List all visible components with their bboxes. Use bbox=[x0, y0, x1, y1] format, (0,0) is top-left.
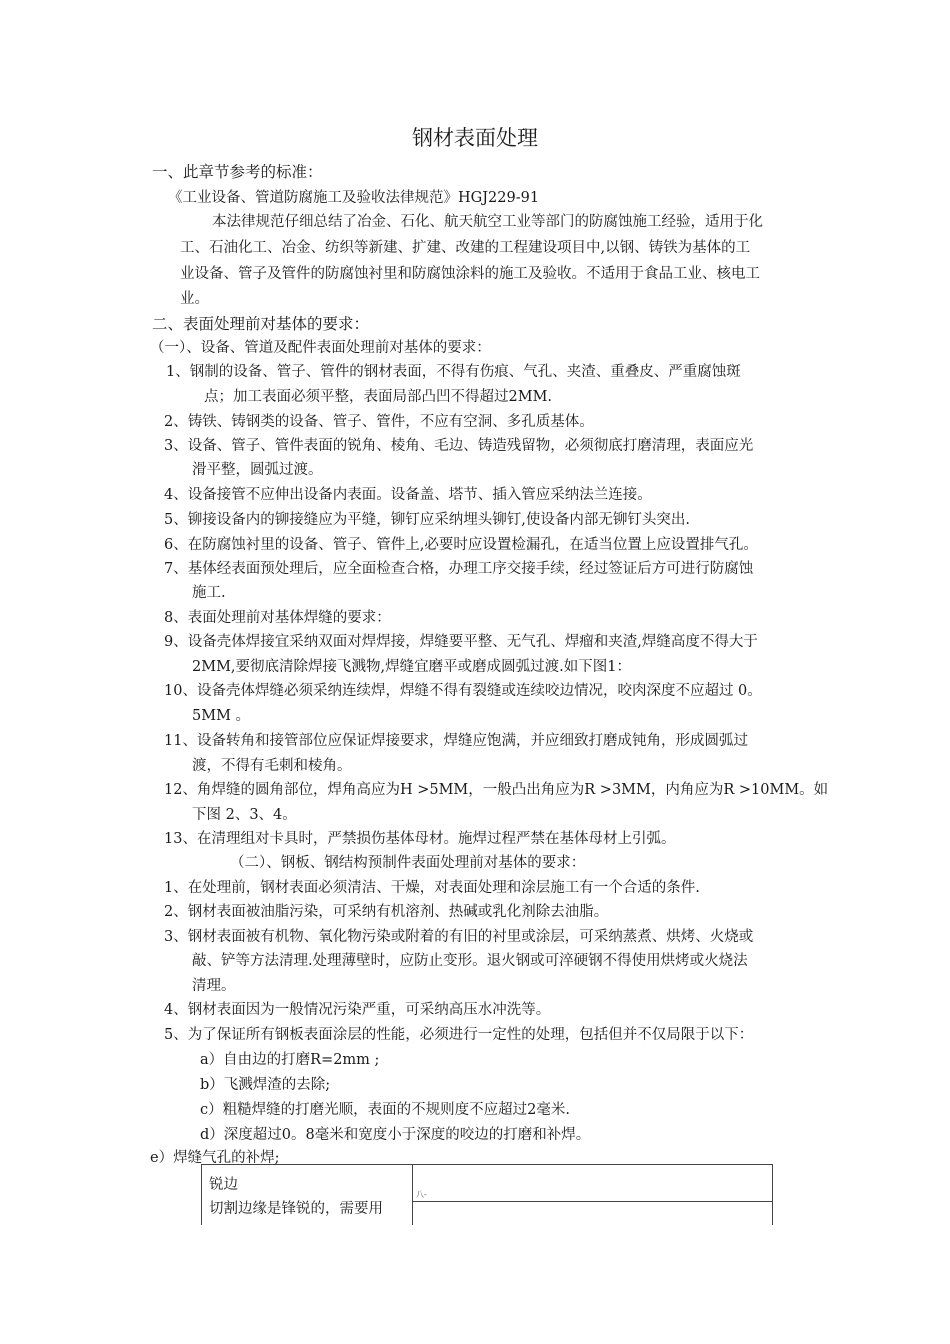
list-item: 9、设备壳体焊接宜采纳双面对焊焊接，焊缝要平整、无气孔、焊瘤和夹渣,焊缝高度不得大于 bbox=[164, 634, 758, 650]
list-item: 下图 2、3、4。 bbox=[192, 807, 297, 823]
list-subitem: e）焊缝气孔的补焊; bbox=[150, 1150, 280, 1166]
list-item: 4、设备接管不应伸出设备内表面。设备盖、塔节、插入管应采纳法兰连接。 bbox=[164, 487, 652, 503]
subsection-heading: （一）、设备、管道及配件表面处理前对基体的要求： bbox=[150, 340, 491, 356]
section-1-heading: 一、此章节参考的标准： bbox=[152, 163, 323, 181]
list-item: 2MM,要彻底清除焊接飞溅物,焊缝宜磨平或磨成圆弧过渡.如下图1： bbox=[192, 659, 631, 675]
list-item: 8、表面处理前对基体焊缝的要求： bbox=[164, 610, 391, 626]
list-subitem: c）粗糙焊缝的打磨光顺，表面的不规则度不应超过2毫米. bbox=[200, 1102, 570, 1118]
list-item: 清理。 bbox=[192, 978, 236, 994]
list-item: 12、角焊缝的圆角部位，焊角高应为H >5MM，一般凸出角应为R >3MM，内角应为R >10MM。如 bbox=[164, 782, 829, 798]
table-row-divider bbox=[412, 1201, 772, 1202]
list-item: 3、设备、管子、管件表面的锐角、棱角、毛边、铸造残留物，必须彻底打磨清理，表面应光 bbox=[164, 438, 754, 454]
list-subitem: b）飞溅焊渣的去除; bbox=[200, 1077, 331, 1093]
list-item: 敲、铲等方法清理.处理薄壁时，应防止变形。退火钢或可淬硬钢不得使用烘烤或火烧法 bbox=[192, 953, 748, 969]
list-item: 5MM 。 bbox=[192, 708, 251, 724]
list-subitem: a）自由边的打磨R=2mm ; bbox=[200, 1052, 380, 1068]
edge-treatment-table bbox=[201, 1164, 773, 1225]
list-item: 渡，不得有毛刺和棱角。 bbox=[192, 758, 352, 774]
table-cell-mark: 八- bbox=[416, 1190, 427, 1199]
list-item: 施工. bbox=[192, 585, 226, 601]
paragraph-line: 业设备、管子及管件的防腐蚀衬里和防腐蚀涂料的施工及验收。不适用于食品工业、核电工 bbox=[180, 266, 760, 282]
table-cell-title: 锐边 bbox=[209, 1177, 238, 1193]
list-item: 11、设备转角和接管部位应保证焊接要求，焊缝应饱满，并应细致打磨成钝角，形成圆弧过 bbox=[164, 733, 748, 749]
table-cell-text: 切割边缘是锋锐的，需要用 bbox=[209, 1201, 383, 1217]
list-subitem: d）深度超过0。8毫米和宽度小于深度的咬边的打磨和补焊。 bbox=[200, 1127, 591, 1143]
list-item: 1、在处理前，钢材表面必须清洁、干燥，对表面处理和涂层施工有一个合适的条件. bbox=[164, 880, 700, 896]
list-item: 3、钢材表面被有机物、氧化物污染或附着的有旧的衬里或涂层，可采纳蒸煮、烘烤、火烧或 bbox=[164, 929, 754, 945]
paragraph-line: 业。 bbox=[180, 291, 209, 307]
section-2-heading: 二、表面处理前对基体的要求： bbox=[152, 315, 370, 333]
list-item: 点；加工表面必须平整，表面局部凸凹不得超过2MM. bbox=[204, 389, 553, 405]
list-item: 6、在防腐蚀衬里的设备、管子、管件上,必要时应设置检漏孔，在适当位置上应设置排气孔。 bbox=[164, 537, 758, 553]
list-item: 2、铸铁、铸钢类的设备、管子、管件，不应有空洞、多孔质基体。 bbox=[164, 414, 594, 430]
reference-standard: 《工业设备、管道防腐施工及验收法律规范》HGJ229-91 bbox=[168, 190, 540, 206]
subsection-heading: （二）、钢板、钢结构预制件表面处理前对基体的要求： bbox=[230, 855, 586, 871]
list-item: 10、设备壳体焊缝必须采纳连续焊，焊缝不得有裂缝或连续咬边情况，咬肉深度不应超过 0。 bbox=[164, 683, 762, 699]
paragraph-line: 工、石油化工、冶金、纺织等新建、扩建、改建的工程建设项目中,以钢、铸铁为基体的工 bbox=[180, 240, 751, 256]
page-title: 钢材表面处理 bbox=[412, 126, 538, 150]
list-item: 2、钢材表面被油脂污染，可采纳有机溶剂、热碱或乳化剂除去油脂。 bbox=[164, 904, 609, 920]
list-item: 滑平整，圆弧过渡。 bbox=[192, 462, 323, 478]
list-item: 1、钢制的设备、管子、管件的钢材表面，不得有伤痕、气孔、夹渣、重叠皮、严重腐蚀斑 bbox=[166, 364, 741, 380]
list-item: 13、在清理组对卡具时，严禁损伤基体母材。施焊过程严禁在基体母材上引弧。 bbox=[164, 831, 676, 847]
list-item: 5、铆接设备内的铆接缝应为平缝，铆钉应采纳埋头铆钉,使设备内部无铆钉头突出. bbox=[164, 512, 690, 528]
list-item: 7、基体经表面预处理后，应全面检查合格，办理工序交接手续，经过签证后方可进行防腐蚀 bbox=[164, 561, 754, 577]
paragraph-line: 本法律规范仔细总结了冶金、石化、航天航空工业等部门的防腐蚀施工经验，适用于化 bbox=[212, 214, 763, 230]
list-item: 4、钢材表面因为一般情况污染严重，可采纳高压水冲洗等。 bbox=[164, 1002, 551, 1018]
table-cell-description bbox=[202, 1165, 413, 1225]
list-item: 5、为了保证所有钢板表面涂层的性能，必须进行一定性的处理，包括但并不仅局限于以下： bbox=[164, 1027, 754, 1043]
